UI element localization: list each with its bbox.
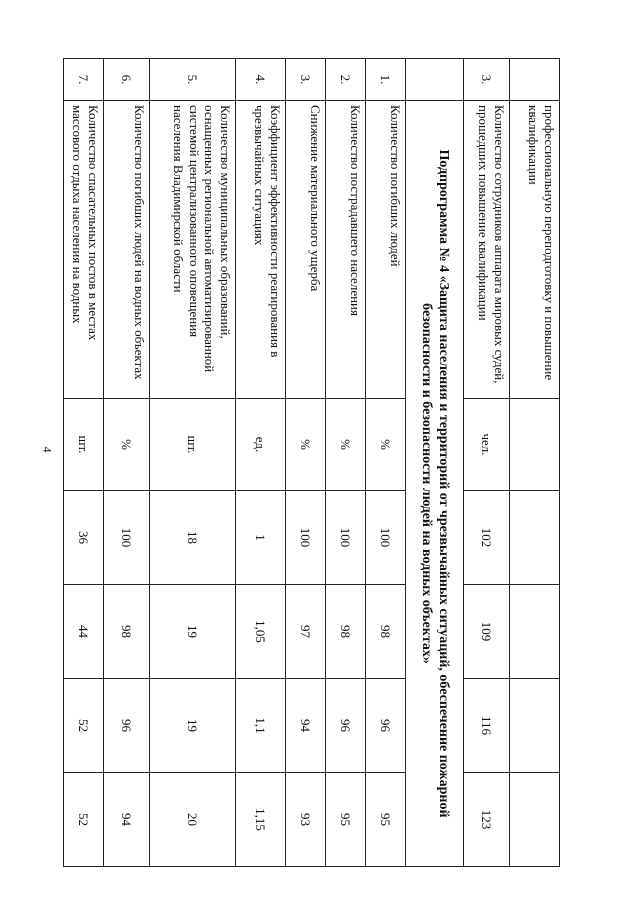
row-number: 4. [236,59,286,101]
page-number: 4 [40,446,55,453]
table-row [150,59,236,867]
row-number: 1. [366,59,406,101]
indicator-name: Количество пострадавшего населения [326,101,366,399]
unit-cell: шт. [150,399,236,491]
row-number: 5. [150,59,236,101]
indicator-name: Снижение материального ущерба [286,101,326,399]
value-cell: 1,1 [236,679,286,773]
table-row [64,59,104,867]
table-row [366,59,406,867]
unit-cell: чел. [464,399,510,491]
value-cell: 36 [64,491,104,585]
value-cell: 116 [464,679,510,773]
value-cell: 98 [366,585,406,679]
table-row [510,59,560,867]
value-cell: 18 [150,491,236,585]
value-cell: 109 [464,585,510,679]
section-title: Подпрограмма № 4 «Защита населения и территорий от чрезвычайных ситуаций, обеспечение пожарной безопасности и безопасности людей на водных объектах» [406,101,464,867]
indicator-name: Количество муниципальных образований, оснащенных региональной автоматизированной системой централизованного оповещения населения Владимирской области [150,101,236,399]
indicator-name: Количество погибших людей на водных объектах [104,101,150,399]
row-number [510,59,560,101]
indicator-name: Количество спасательных постов в местах массового отдыха населения на водных [64,101,104,399]
indicator-name: Коэффициент эффективности реагирования в чрезвычайных ситуациях [236,101,286,399]
section-row [406,59,464,867]
value-cell: 95 [326,773,366,867]
value-cell: 96 [366,679,406,773]
value-cell: 98 [104,585,150,679]
value-cell: 95 [366,773,406,867]
value-cell: 93 [286,773,326,867]
value-cell: 94 [104,773,150,867]
value-cell: 52 [64,679,104,773]
table-row [464,59,510,867]
table-row [286,59,326,867]
table-row [236,59,286,867]
value-cell [510,679,560,773]
row-number: 7. [64,59,104,101]
value-cell: 44 [64,585,104,679]
value-cell: 94 [286,679,326,773]
value-cell: 102 [464,491,510,585]
value-cell: 100 [326,491,366,585]
unit-cell: % [326,399,366,491]
row-number: 6. [104,59,150,101]
table-row [326,59,366,867]
value-cell [510,585,560,679]
value-cell [510,773,560,867]
rotated-table-wrapper [70,58,560,866]
value-cell: 100 [104,491,150,585]
indicator-name: Количество погибших людей [366,101,406,399]
unit-cell: шт. [64,399,104,491]
value-cell: 100 [286,491,326,585]
value-cell: 96 [326,679,366,773]
value-cell: 97 [286,585,326,679]
value-cell: 123 [464,773,510,867]
value-cell: 20 [150,773,236,867]
value-cell: 96 [104,679,150,773]
value-cell: 19 [150,585,236,679]
value-cell: 52 [64,773,104,867]
value-cell [510,491,560,585]
section-number-cell [406,59,464,101]
value-cell: 1 [236,491,286,585]
value-cell: 1,05 [236,585,286,679]
value-cell: 19 [150,679,236,773]
row-number: 2. [326,59,366,101]
value-cell: 98 [326,585,366,679]
unit-cell: % [286,399,326,491]
unit-cell: % [104,399,150,491]
indicator-name: профессиональную переподготовку и повышение квалификации [510,101,560,399]
indicators-table [63,58,560,867]
unit-cell: ед. [236,399,286,491]
unit-cell [510,399,560,491]
unit-cell: % [366,399,406,491]
value-cell: 100 [366,491,406,585]
table-row [104,59,150,867]
indicator-name: Количество сотрудников аппарата мировых судей, прошедших повышение квалификации [464,101,510,399]
row-number: 3. [286,59,326,101]
value-cell: 1,15 [236,773,286,867]
row-number: 3. [464,59,510,101]
